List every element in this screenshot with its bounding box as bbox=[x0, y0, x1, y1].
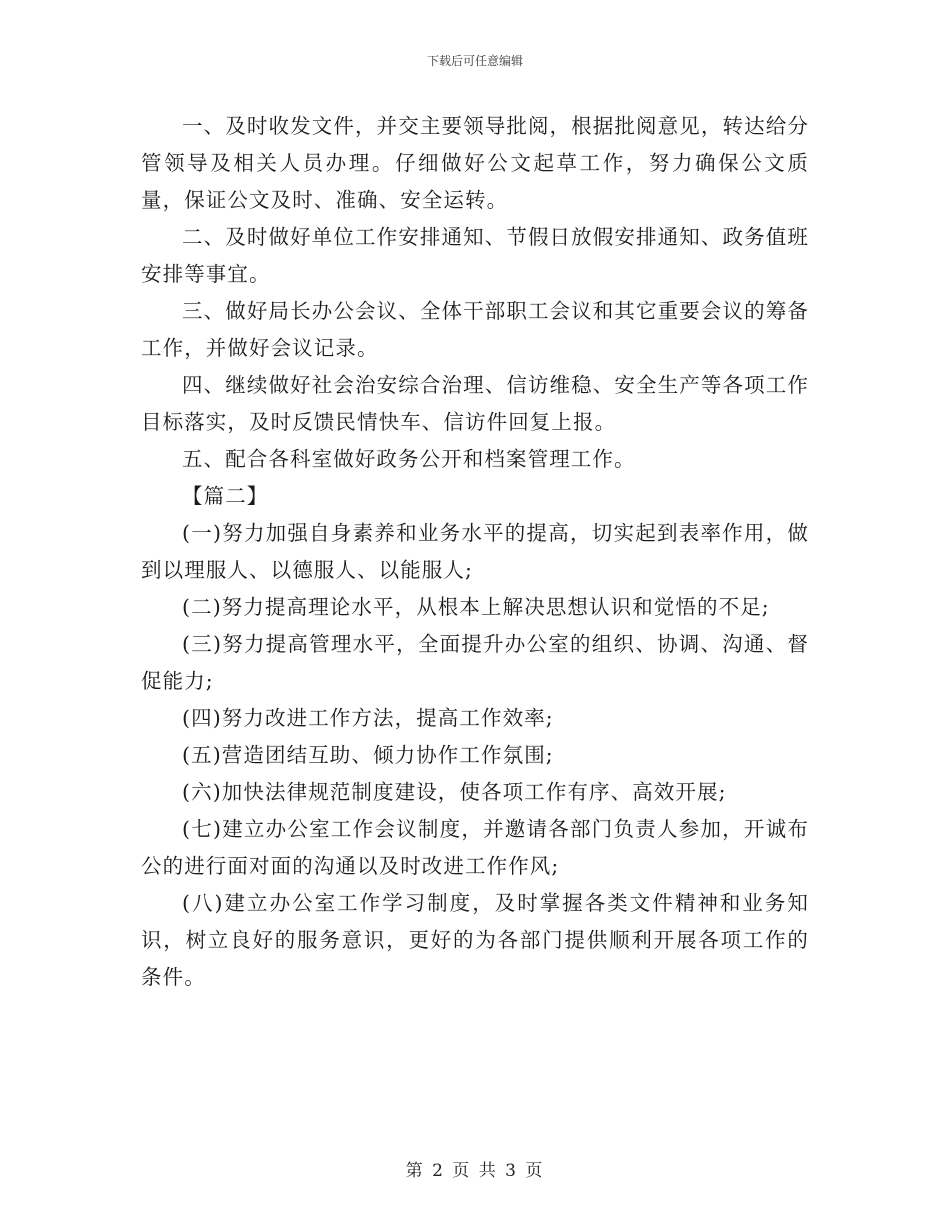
paragraph-item-1: 一、及时收发文件，并交主要领导批阅，根据批阅意见，转达给分管领导及相关人员办理。仔细做好公文起草工作，努力确保公文质量，保证公文及时、准确、安全运转。 bbox=[141, 114, 809, 212]
paragraph-item-3: 三、做好局长办公会议、全体干部职工会议和其它重要会议的筹备工作，并做好会议记录。 bbox=[141, 299, 809, 360]
paragraph-item-5: 五、配合各科室做好政务公开和档案管理工作。 bbox=[182, 447, 636, 471]
paragraph-item-4: 四、继续做好社会治安综合治理、信访维稳、安全生产等各项工作目标落实，及时反馈民情快车、信访件回复上报。 bbox=[141, 373, 809, 434]
paragraph-item-13: (八)建立办公室工作学习制度，及时掌握各类文件精神和业务知识，树立良好的服务意识，更好的为各部门提供顺利开展各项工作的条件。 bbox=[141, 891, 809, 989]
paragraph-item-10: (五)营造团结互助、倾力协作工作氛围; bbox=[182, 743, 554, 767]
paragraph-item-11: (六)加快法律规范制度建设，使各项工作有序、高效开展; bbox=[182, 780, 727, 804]
paragraph-item-8: (三)努力提高管理水平，全面提升办公室的组织、协调、沟通、督促能力; bbox=[141, 632, 809, 693]
section-heading: 【篇二】 bbox=[182, 484, 269, 508]
paragraph-item-2: 二、及时做好单位工作安排通知、节假日放假安排通知、政务值班安排等事宜。 bbox=[141, 225, 809, 286]
paragraph-item-6: (一)努力加强自身素养和业务水平的提高，切实起到表率作用，做到以理服人、以德服人、以能服人; bbox=[141, 521, 809, 582]
page-footer: 第 2 页 共 3 页 bbox=[405, 1161, 545, 1181]
page-header: 下载后可任意编辑 bbox=[426, 54, 523, 68]
paragraph-item-9: (四)努力改进工作方法，提高工作效率; bbox=[182, 706, 554, 730]
document-body bbox=[141, 108, 809, 996]
paragraph-item-12: (七)建立办公室工作会议制度，并邀请各部门负责人参加，开诚布公的进行面对面的沟通以及时改进工作作风; bbox=[141, 817, 809, 878]
paragraph-item-7: (二)努力提高理论水平，从根本上解决思想认识和觉悟的不足; bbox=[182, 595, 770, 619]
